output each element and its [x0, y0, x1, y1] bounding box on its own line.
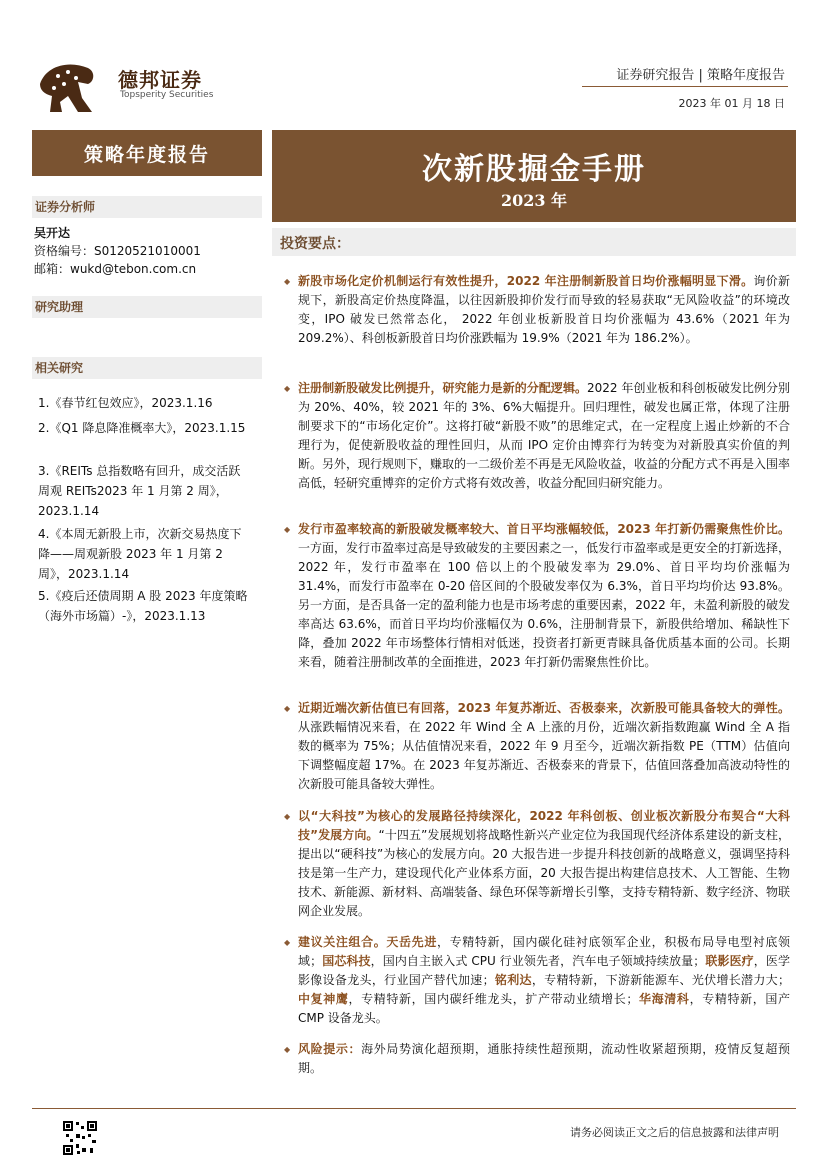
footer-divider [32, 1108, 796, 1109]
related-item[interactable]: 3.《REITs 总指数略有回升，成交活跃周观 REITs2023 年 1 月第 2 周》，2023.1.14 [38, 464, 241, 518]
bullet-icon: ◆ [284, 812, 291, 821]
key-point-3 [298, 520, 790, 672]
related-heading: 相关研究 [32, 357, 262, 379]
company-name: 中复神鹰 [298, 992, 349, 1006]
key-point-lead: 建议关注组合。 [298, 935, 387, 949]
title-year: 2023 年 [500, 191, 568, 210]
key-point-lead: 近期近端次新估值已有回落，2023 年复苏渐近、否极泰来，次新股可能具备较大的弹性。 [298, 701, 790, 715]
key-point-5 [298, 807, 790, 921]
analyst-heading: 证券分析师 [32, 196, 262, 218]
company-desc: ，专精特新，国内碳化硅衬底领军企业，积极布局导电型衬底领域； [298, 935, 790, 968]
key-point-lead: 发行市盈率较高的新股破发概率较大、首日平均涨幅较低，2023 年打新仍需聚焦性价比。 [298, 522, 790, 536]
related-item[interactable]: 5.《疫后还债周期 A 股 2023 年度策略（海外市场篇）-》，2023.1.13 [38, 589, 248, 623]
company-logo-icon [38, 58, 98, 114]
key-point-body: 一方面，发行市盈率过高是导致破发的主要因素之一，低发行市盈率或是更安全的打新选择，2022 年，发行市盈率在 100 倍以上的个股破发率为 29.0%、首日平均均价涨幅为 31.4%，而发行市盈率在 0-20 倍区间的个股破发率仅为 6.3%，首日平均均价达 93.8%。另一方面，是否具备一定的盈利能力也是市场考虑的重要因素，2022 年，未盈利新股的破发率高达 63.6%，而首日平均均价涨幅仅为 0.6%，注册制背景下，新股供给增加、稀缺性下降，叠加 2022 年市场整体行情相对低迷，投资者打新更青睐具备优质基本面的公司。长期来看，随着注册制改革的全面推进，2023 年打新仍需聚焦性价比。 [298, 541, 791, 669]
report-category-banner: 策略年度报告 [32, 130, 262, 176]
company-name: 国芯科技 [322, 954, 371, 968]
key-point-1 [298, 272, 790, 348]
report-type: 证券研究报告 | 策略年度报告 [616, 68, 785, 83]
company-name: 天岳先进 [386, 935, 437, 949]
key-point-body: 从涨跌幅情况来看，在 2022 年 Wind 全 A 上涨的月份，近端次新指数跑赢 Wind 全 A 指数的概率为 75%；从估值情况来看，2022 年 9 月至今，近端次新指数 PE（TTM）估值向下调整幅度超 17%。在 2023 年复苏渐近、否极泰来的背景下，估值回落叠加高波动特性的次新股可能具备较大弹性。 [298, 720, 790, 791]
risk-lead: 风险提示： [298, 1042, 362, 1056]
key-points-title: 投资要点： [280, 236, 350, 252]
key-point-lead: 以“大科技”为核心的发展路径持续深化，2022 年科创板、创业板次新股分布契合“大科技”发展方向。 [298, 809, 790, 842]
related-item[interactable]: 4.《本周无新股上市，次新交易热度下降——周观新股 2023 年 1 月第 2 周》，2023.1.14 [38, 527, 242, 581]
bullet-icon: ◆ [284, 1045, 291, 1054]
company-desc: ，医学影像设备龙头，行业国产替代加速； [298, 954, 790, 987]
company-name: 华海清科 [638, 992, 690, 1006]
related-item[interactable]: 1.《春节红包效应》，2023.1.16 [38, 396, 213, 410]
key-point-lead: 注册制新股破发比例提升，研究能力是新的分配逻辑。 [298, 381, 588, 395]
company-name: 铭利达 [494, 973, 532, 987]
key-point-body: 询价新规下，新股高定价热度降温，以往因新股抑价发行而导致的轻易获取“无风险收益”的环境改变，IPO 破发已然常态化， 2022 年创业板新股首日均价涨幅为 43.6%（2021 年为 209.2%）、科创板新股首日均价涨跌幅为 19.9%（2021 年为 186.2%）。 [298, 274, 790, 345]
title-banner [272, 130, 796, 222]
key-point-4 [298, 699, 790, 794]
header-divider [582, 86, 788, 87]
analyst-email[interactable]: 邮箱：wukd@tebon.com.cn [34, 262, 197, 276]
risk-warning [298, 1040, 790, 1078]
key-point-body: “十四五”发展规划将战略性新兴产业定位为我国现代经济体系建设的新支柱，提出以“硬科技”为核心的发展方向。20 大报告进一步提升科技创新的战略意义，强调坚持科技是第一生产力，建设现代化产业体系方面，20 大报告提出构建信息技术、人工智能、生物技术、新能源、新材料、高端装备、绿色环保等新增长引擎，支持专精特新、数字经济、物联网企业发展。 [298, 828, 791, 918]
disclaimer-note: 请务必阅读正文之后的信息披露和法律声明 [570, 1126, 779, 1139]
key-point-6 [298, 933, 790, 1028]
report-date: 2023 年 01 月 18 日 [678, 97, 785, 110]
key-point-lead: 新股市场化定价机制运行有效性提升，2022 年注册制新股首日均价涨幅明显下滑。 [298, 274, 754, 288]
bullet-icon: ◆ [284, 704, 291, 713]
company-desc: ，专精特新，国内碳纤维龙头，扩产带动业绩增长； [348, 992, 639, 1006]
bullet-icon: ◆ [284, 938, 291, 947]
assistant-heading: 研究助理 [32, 296, 262, 318]
page-title: 次新股掘金手册 [422, 152, 646, 187]
company-desc: ，国内自主嵌入式 CPU 行业领先者，汽车电子领域持续放量； [370, 954, 706, 968]
risk-body: 海外局势演化超预期，通胀持续性超预期，流动性收紧超预期，疫情反复超预期。 [298, 1042, 790, 1075]
bullet-icon: ◆ [284, 384, 291, 393]
analyst-name: 吴开达 [34, 226, 71, 240]
key-point-body: 2022 年创业板和科创板破发比例分别为 20%、40%，较 2021 年的 3%、6%大幅提升。回归理性，破发也属正常，体现了注册制要求下的“市场化定价”。这将打破“新股不败”的思维定式，在一定程度上遏止炒新的不合理行为，促使新股收益的理性回归，从而 IPO 定价由博弈行为转变为对新股真实价值的判断。另外，现行规则下，赚取的一二级价差不再是无风险收益，收益的分配方式不再是入围率高低，轻研究重博弈的定价方式将有效改善，收益分配回归研究能力。 [298, 381, 791, 490]
key-point-2 [298, 379, 790, 493]
bullet-icon: ◆ [284, 525, 291, 534]
bullet-icon: ◆ [284, 277, 291, 286]
company-name-en: Topsperity Securities [120, 90, 214, 100]
company-name-cn: 德邦证券 [118, 68, 202, 92]
qr-code-icon [62, 1120, 98, 1156]
key-points-header [272, 228, 796, 256]
related-item[interactable]: 2.《Q1 降息降准概率大》，2023.1.15 [38, 421, 246, 435]
company-name: 联影医疗 [705, 954, 754, 968]
analyst-cert: 资格编号：S0120521010001 [34, 244, 201, 258]
company-desc: ，专精特新，国产 CMP 设备龙头。 [298, 992, 790, 1025]
company-desc: ，专精特新，下游新能源车、光伏增长潜力大； [531, 973, 790, 987]
